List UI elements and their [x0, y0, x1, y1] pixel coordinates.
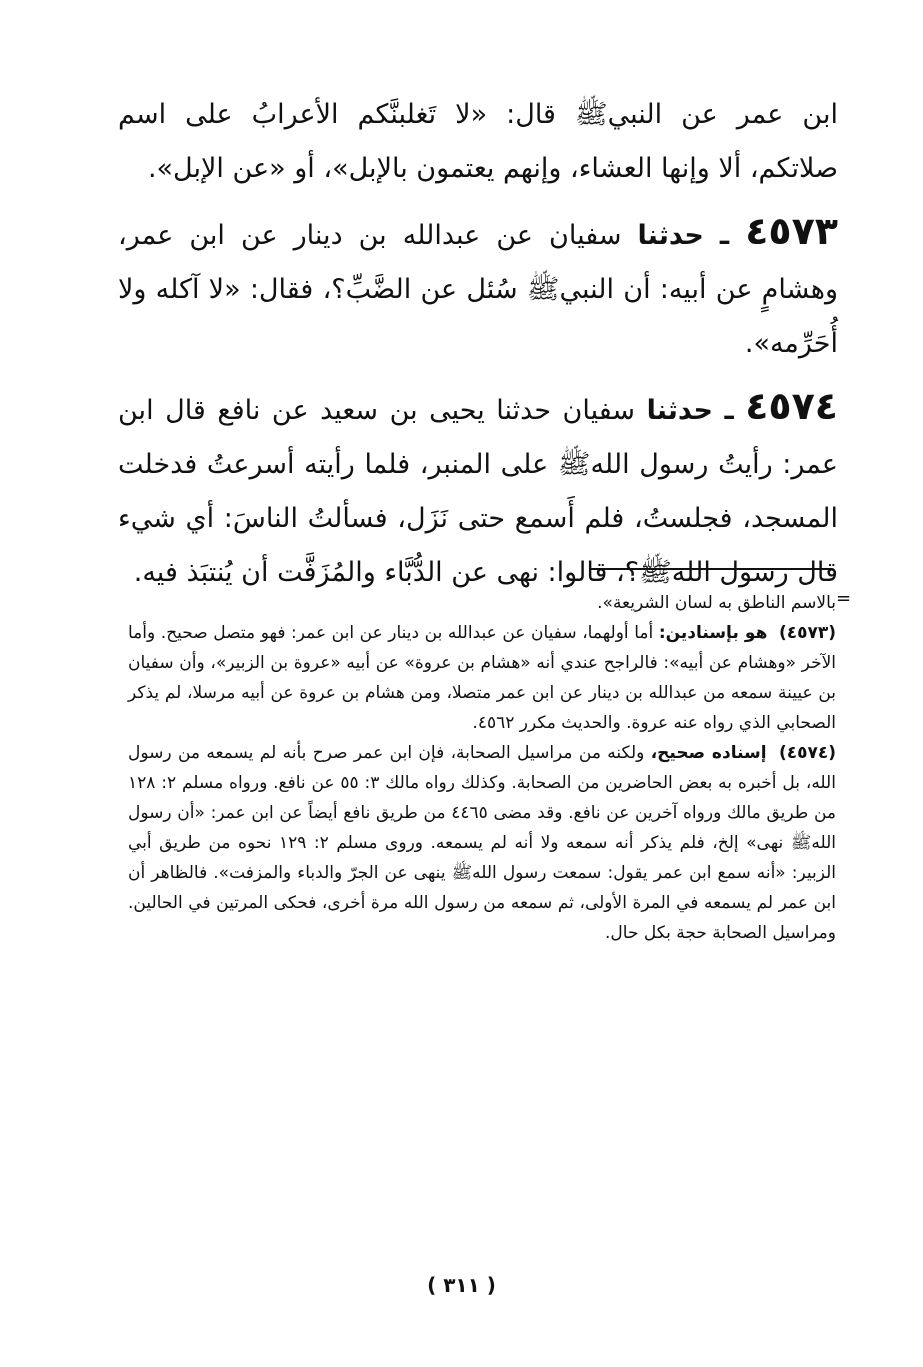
footnote-continuation: بالاسم الناطق به لسان الشريعة».: [597, 593, 836, 613]
hadith-text: سفيان حدثنا يحيى بن سعيد عن نافع قال ابن عمر: رأيتُ رسول اللهﷺ على المنبر، فلما رأيته أسرعتُ فدخلت المسجد، فجلستُ، فلم أَسمع حتى نَزَل، فسألتُ الناسَ: أي شيء قال رسول اللهﷺ؟، قالوا: نهى عن الدُّبَّاء والمُزَفَّت أن يُنتبَذ فيه.: [118, 395, 838, 588]
hadith-number: ٤٥٧٤: [745, 384, 838, 428]
hadith-lead: حدثنا: [646, 395, 713, 426]
hadith-4574: [118, 379, 838, 600]
footnote-text: أما أولهما، سفيان عن عبدالله بن دينار عن ابن عمر: فهو متصل صحيح. وأما الآخر «وهشام عن أبيه»: فالراجح عندي أنه «هشام بن عروة» عن أبيه «عروة بن الزبير»، وأن سفيان بن عيينة سمعه من عبدالله بن دينار عن ابن عمر متصلا، ومن هشام بن عروة عن أبيه مرسلا، لم يذكر الصحابي الذي رواه عنه عروة. والحديث مكرر ٤٥٦٢.: [128, 623, 836, 733]
hadith-4573: [118, 204, 838, 371]
spacer: [118, 371, 838, 379]
footnote-bold: إسناده صحيح،: [650, 743, 767, 763]
hadith-lead: حدثنا: [637, 220, 704, 251]
intro-paragraph: ابن عمر عن النبيﷺ قال: «لا تَغلبنَّكم الأعرابُ على اسم صلاتكم، ألا وإنها العشاء، وإنهم يعتمون بالإبل»، أو «عن الإبل».: [118, 99, 838, 184]
continuation-mark: =: [836, 588, 852, 609]
footnote-label: (٤٥٧٣): [778, 623, 837, 643]
footnote-4574: [128, 738, 836, 948]
footnotes: [128, 588, 836, 948]
page-number: ( ٣١١ ): [427, 1273, 496, 1297]
footnote-separator: [590, 568, 832, 570]
hadith-number: ٤٥٧٣: [745, 209, 838, 253]
footnote-text: ولكنه من مراسيل الصحابة، فإن ابن عمر صرح بأنه لم يسمعه من رسول الله، بل أخبره به بعض الحاضرين من الصحابة. وكذلك رواه مالك ٣: ٥٥ عن نافع. ورواه مسلم ٢: ١٢٨ من طريق مالك ورواه آخرين عن نافع. وقد مضى ٤٤٦٥ من طريق نافع أيضاً عن ابن عمر: «أن رسول اللهﷺ نهى» إلخ، فلم يذكر أنه سمعه ولا أنه لم يسمعه. وروى مسلم ٢: ١٢٩ نحوه من طريق أبي الزبير: «أنه سمع ابن عمر يقول: سمعت رسول اللهﷺ ينهى عن الجرّ والدباء والمزفت». فالظاهر أن ابن عمر لم يسمعه في المرة الأولى، ثم سمعه من رسول الله مرة أخرى، فحكى المرتين في الحالين. ومراسيل الصحابة حجة بكل حال.: [128, 743, 836, 943]
footnote-bold: هو بإسنادين:: [658, 623, 768, 643]
footnote-4573: [128, 618, 836, 738]
main-text: [118, 88, 838, 600]
footnote-label: (٤٥٧٤): [778, 743, 837, 763]
hadith-dash: ـ: [724, 395, 734, 426]
spacer: [118, 196, 838, 204]
hadith-text: سفيان عن عبدالله بن دينار عن ابن عمر، وهشامٍ عن أبيه: أن النبيﷺ سُئل عن الضَّبِّ؟، فقال: «لا آكله ولا أُحَرِّمه».: [118, 220, 838, 359]
hadith-dash: ـ: [719, 220, 730, 251]
